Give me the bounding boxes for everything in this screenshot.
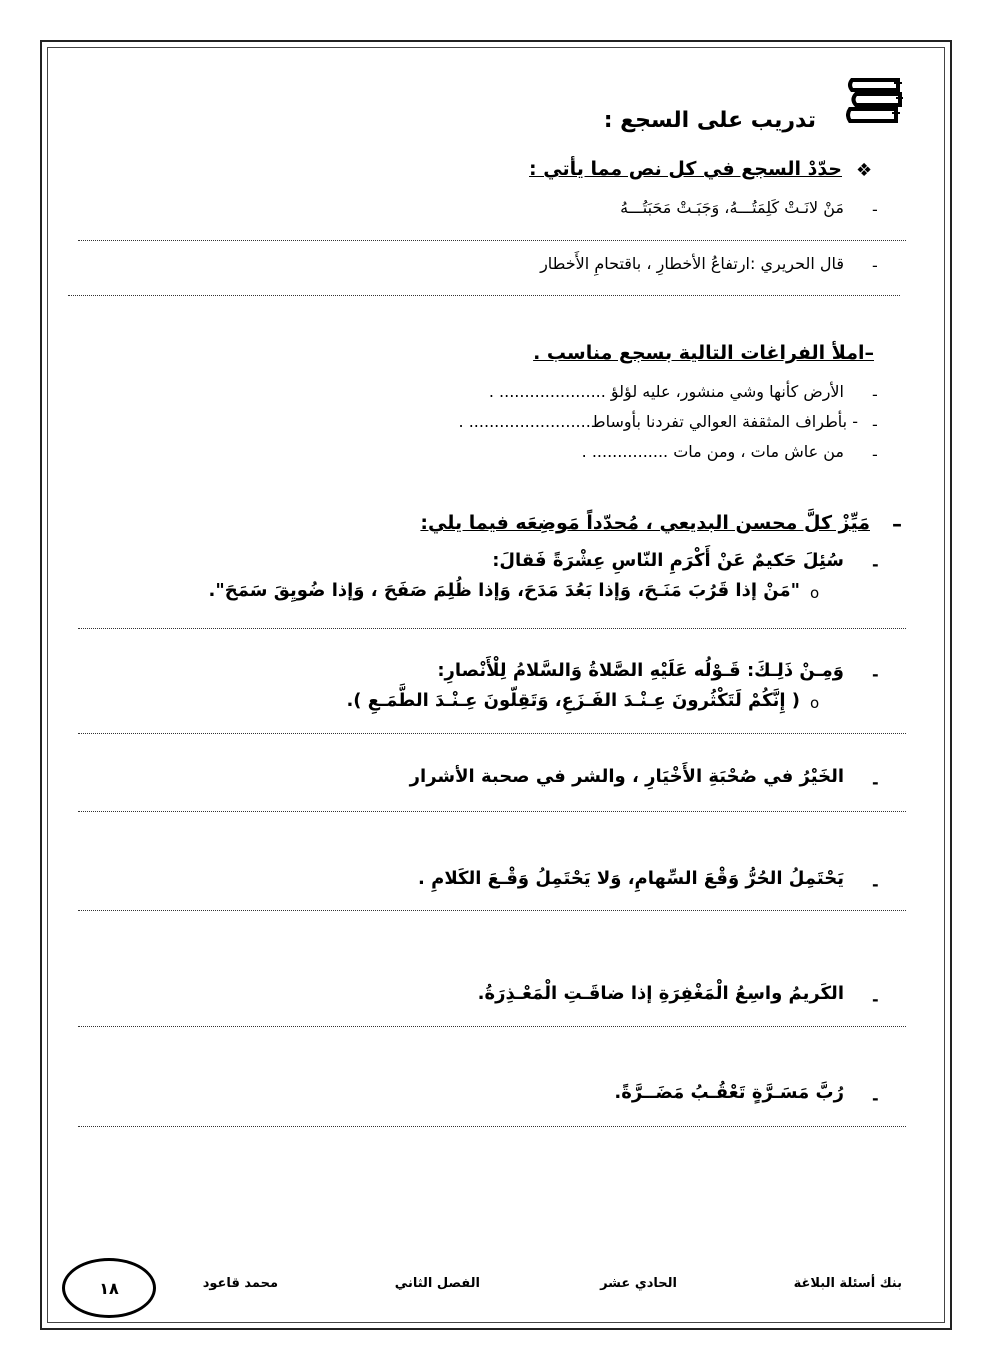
dash-marker: - — [872, 385, 878, 404]
dash-marker: - — [872, 445, 878, 464]
page-number-text: ١٨ — [99, 1278, 119, 1298]
section2-item-3: من عاش مات ، ومن مات ............... . — [581, 442, 844, 461]
answer-line — [78, 240, 906, 241]
section3-item-1-quote: "مَنْ إذا قَرُبَ مَنَـحَ، وَإذا بَعُدَ مَدَحَ، وَإذا ظُلِمَ صَفَحَ ، وَإذا ضُويِقَ سَمَحَ". — [208, 580, 800, 601]
answer-line — [78, 1026, 906, 1027]
footer-bank: بنك أسئلة البلاغة — [793, 1276, 902, 1291]
section2-item-2: - بأطراف المثقفة العوالي تفردنا بأوساط........................ . — [458, 412, 858, 431]
dash-marker: - — [872, 200, 878, 219]
answer-line — [68, 295, 900, 296]
section1-item-2: قال الحريري :ارتفاعُ الأخطارِ ، باقتحامِ الأَخطار — [540, 254, 844, 273]
footer-author: محمد قاعود — [202, 1276, 278, 1291]
answer-line — [78, 628, 906, 629]
answer-line — [78, 1126, 906, 1127]
section3-item-2-quote: ( إِنَّكُمْ لَتَكْثُرونَ عِـنْـدَ الفَـزَعِ، وَتَقِلّونَ عِـنْـدَ الطَّمَـعِ ). — [346, 690, 800, 711]
dash-marker: - — [872, 256, 878, 275]
section1-heading: حدّدْ السجع في كل نص مما يأتي : — [529, 158, 842, 180]
footer-grade: الحادي عشر — [600, 1276, 677, 1291]
answer-line — [78, 811, 906, 812]
circle-bullet-icon: o — [810, 694, 820, 712]
section1-item-1: مَنْ لانَـتْ كَلِمَتُـــهُ، وَجَبَـتْ مَحَبَتُـــهُ — [620, 198, 844, 217]
dash-marker: - — [872, 555, 879, 574]
section3-item-5: الكَريمُ واسِعُ الْمَغْفِرَةِ إذا ضاقَـتِ الْمَعْـذِرَةُ. — [477, 983, 844, 1004]
page-title: تدريب على السجع : — [603, 108, 816, 133]
footer-term: الفصل الثاني — [394, 1276, 480, 1291]
answer-line — [78, 733, 906, 734]
dash-marker: – — [892, 512, 902, 536]
diamond-bullet-icon: ❖ — [856, 160, 873, 181]
section3-heading: مَيِّزْ كلَّ محسن البديعي ، مُحدّداً مَوضِعَه فيما يلي: — [420, 512, 870, 534]
answer-line — [78, 910, 906, 911]
dash-marker: - — [872, 990, 879, 1009]
page-number — [62, 1258, 156, 1318]
dash-marker: - — [872, 415, 878, 434]
dash-marker: - — [872, 875, 879, 894]
section3-item-2: وَمِـنْ ذَلِـكَ: قَـوْلُه عَلَيْهِ الصَّلاةُ وَالسَّلامُ لِلْأَنْصارِ: — [437, 660, 844, 681]
section2-heading: –املأ الفراغات التالية بسجع مناسب . — [533, 342, 874, 364]
section3-item-3: الخَيْرُ في صُحْبَةِ الأَخْيَارِ ، والشر في صحبة الأشرار — [409, 766, 844, 787]
dash-marker: - — [872, 1089, 879, 1108]
section3-item-6: رُبَّ مَسَـرَّةٍ تَعْقُـبُ مَضَــرَّةً. — [614, 1082, 844, 1103]
circle-bullet-icon: o — [810, 584, 820, 602]
dash-marker: - — [872, 773, 879, 792]
books-icon — [846, 76, 904, 126]
dash-marker: - — [872, 665, 879, 684]
section2-item-1: الأرض كأنها وشي منشور، عليه لؤلؤ ..................... . — [488, 382, 844, 401]
page-border-inner — [47, 47, 945, 1323]
section3-item-4: يَحْتَمِلُ الحُرُّ وَقْعَ السِّهامِ، وَلا يَحْتَمِلُ وَقْـعَ الكَلامِ . — [418, 868, 844, 889]
section3-item-1: سُئِلَ حَكيمٌ عَنْ أَكْرَمِ النّاسِ عِشْرَةً فَقالَ: — [492, 550, 844, 571]
